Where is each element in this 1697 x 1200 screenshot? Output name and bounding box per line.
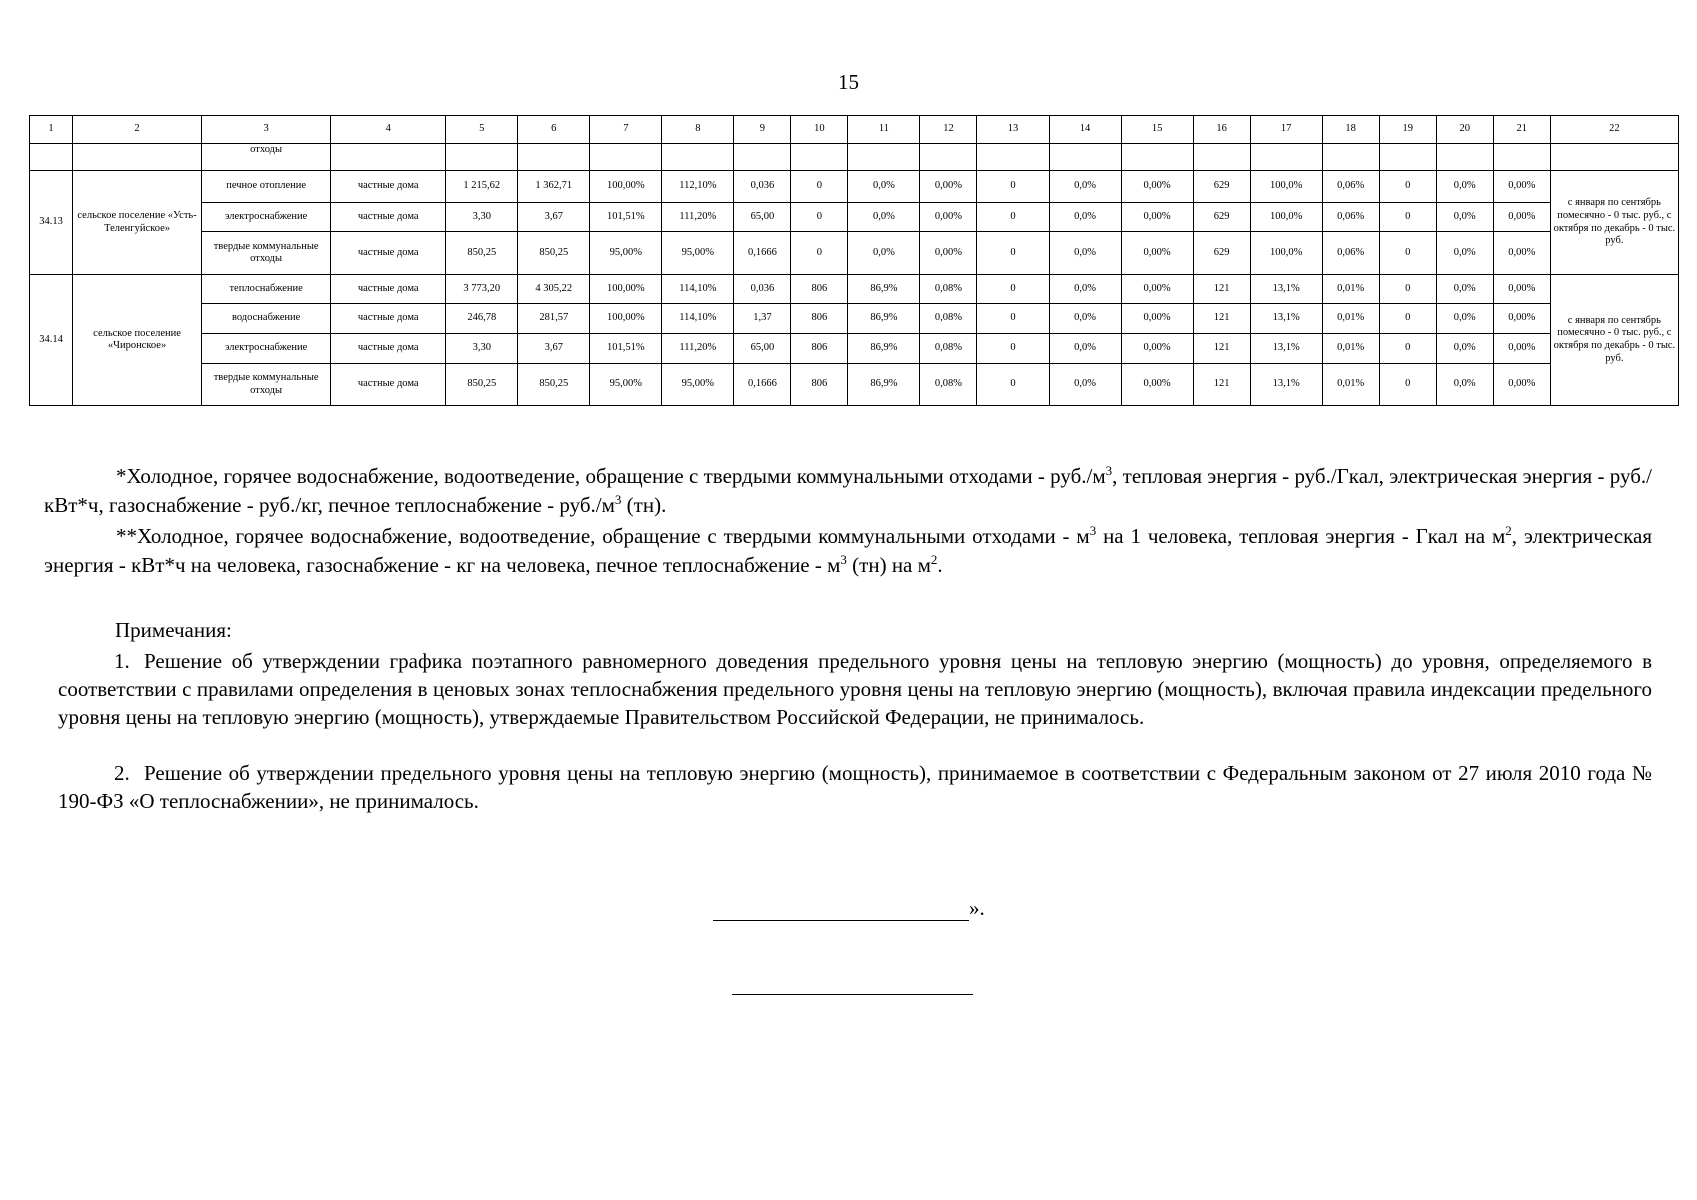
table-cell: 0 [1379,275,1436,304]
note-text: Решение об утверждении предельного уровня цены на тепловую энергию (мощность), принимаемое в соответствии с Федеральным законом от 27 июля 2010 года № 190-ФЗ «О теплоснабжении», не принималось. [58,761,1652,813]
table-cell: 100,0% [1250,232,1322,275]
column-number: 11 [848,116,920,144]
table-cell: 806 [791,364,848,406]
end-divider [732,994,973,995]
note-item [58,647,1652,731]
table-cell: 0,0% [1436,203,1493,232]
column-number: 17 [1250,116,1322,144]
table-cell: 629 [1193,232,1250,275]
table-cell: 0,00% [1493,203,1550,232]
table-cell: 111,20% [662,334,734,364]
table-cell: 0,00% [1493,275,1550,304]
table-cell: 1 362,71 [518,171,590,203]
group-id: 34.13 [30,171,73,275]
table-cell: 100,00% [590,171,662,203]
table-cell: 0 [977,232,1049,275]
table-cell: 0,0% [1049,171,1121,203]
table-cell: 121 [1193,364,1250,406]
table-cell: 0 [977,275,1049,304]
consumer-category: частные дома [331,334,446,364]
column-number: 7 [590,116,662,144]
settlement-name: сельское поселение «Чиронское» [73,275,202,406]
table-cell: 0,0% [848,203,920,232]
table-cell: 0 [977,203,1049,232]
table-cell: 0,0% [1436,232,1493,275]
note-number: 1. [114,649,130,673]
table-cell: 0 [977,304,1049,334]
table-row [30,232,1679,275]
settlement-name: сельское поселение «Усть-Теленгуйское» [73,171,202,275]
continuation-text: отходы [202,144,331,171]
column-number: 20 [1436,116,1493,144]
table-cell: 0,0% [848,171,920,203]
table-cell: 13,1% [1250,334,1322,364]
table-cell: 0,08% [920,275,977,304]
table-cell: 806 [791,304,848,334]
note-item [58,759,1652,815]
table-cell: 1 215,62 [446,171,518,203]
table-cell: 100,00% [590,304,662,334]
table-cell: 0,08% [920,334,977,364]
table-cell: 0,00% [1121,304,1193,334]
table-cell: 806 [791,334,848,364]
closing-mark: ». [713,896,985,921]
table-cell: 65,00 [734,334,791,364]
note-number: 2. [114,761,130,785]
continuation-row [30,144,1679,171]
payment-note: с января по сентябрь помесячно - 0 тыс. руб., с октября по декабрь - 0 тыс. руб. [1550,275,1678,406]
column-number: 3 [202,116,331,144]
table-cell: 121 [1193,304,1250,334]
service-type: электроснабжение [202,334,331,364]
table-cell: 13,1% [1250,364,1322,406]
table-cell: 0,0% [1436,334,1493,364]
table-cell: 629 [1193,171,1250,203]
tariff-table [29,115,1679,406]
consumer-category: частные дома [331,171,446,203]
table-cell: 0,0% [848,232,920,275]
table-cell: 100,0% [1250,203,1322,232]
table-cell: 0,06% [1322,203,1379,232]
table-cell: 0,06% [1322,171,1379,203]
column-number: 16 [1193,116,1250,144]
table-cell: 0,00% [1493,171,1550,203]
table-cell: 0,06% [1322,232,1379,275]
table-cell: 86,9% [848,304,920,334]
table-cell: 0 [1379,203,1436,232]
note-text: Решение об утверждении графика поэтапного равномерного доведения предельного уровня цены на тепловую энергию (мощность) до уровня, определяемого в соответствии с правилами определения в ценовых зонах теплоснабжения предельного уровня цены на тепловую энергию (мощность), включая правила индексации предельного уровня цены на тепловую энергию (мощность), утверждаемые Правительством Российской Федерации, не принималось. [58,649,1652,729]
table-cell: 111,20% [662,203,734,232]
table-cell: 0,036 [734,171,791,203]
table-cell: 0,00% [920,232,977,275]
table-cell: 0,0% [1049,275,1121,304]
service-type: печное отопление [202,171,331,203]
column-number: 19 [1379,116,1436,144]
column-number: 22 [1550,116,1678,144]
table-cell: 0 [1379,364,1436,406]
table-cell: 0 [977,364,1049,406]
table-cell: 0,00% [920,171,977,203]
table-cell: 114,10% [662,304,734,334]
table-cell: 850,25 [518,232,590,275]
table-cell: 0,0% [1436,171,1493,203]
table-cell: 0,0% [1049,203,1121,232]
table-cell: 0 [977,334,1049,364]
table-cell: 86,9% [848,275,920,304]
table-cell: 0 [1379,232,1436,275]
table-cell: 95,00% [590,364,662,406]
column-number: 4 [331,116,446,144]
table-cell: 0,00% [1121,171,1193,203]
table-cell: 0,01% [1322,334,1379,364]
table-cell: 100,00% [590,275,662,304]
table-row [30,171,1679,203]
table-cell: 281,57 [518,304,590,334]
table-cell: 0,0% [1436,304,1493,334]
table-cell: 0,0% [1436,275,1493,304]
table-cell: 95,00% [590,232,662,275]
table-row [30,334,1679,364]
table-cell: 0,01% [1322,304,1379,334]
footnote-norms: **Холодное, горячее водоснабжение, водоотведение, обращение с твердыми коммунальными отходами - $м^3$ на 1 человека, тепловая энергия - Гкал на $м^2$, электрическая энергия - кВт*ч на человека, газоснабжение - кг на человека, печное теплоснабжение - $м^3$ (тн) на $м^2$. [44,523,1652,577]
consumer-category: частные дома [331,364,446,406]
service-type: электроснабжение [202,203,331,232]
table-cell: 112,10% [662,171,734,203]
column-number: 12 [920,116,977,144]
table-cell: 3,67 [518,334,590,364]
table-cell: 0,08% [920,304,977,334]
table-cell: 0,00% [1121,334,1193,364]
service-type: твердые коммунальные отходы [202,232,331,275]
table-cell: 0 [1379,304,1436,334]
table-cell: 121 [1193,334,1250,364]
column-number: 10 [791,116,848,144]
table-cell: 0,01% [1322,364,1379,406]
column-number: 6 [518,116,590,144]
table-cell: 806 [791,275,848,304]
table-cell: 13,1% [1250,304,1322,334]
consumer-category: частные дома [331,304,446,334]
table-cell: 95,00% [662,232,734,275]
table-cell: 0,00% [1493,334,1550,364]
table-cell: 629 [1193,203,1250,232]
table-cell: 246,78 [446,304,518,334]
table-cell: 0 [791,232,848,275]
table-cell: 3 773,20 [446,275,518,304]
column-number-row [30,116,1679,144]
table-cell: 0,00% [1121,275,1193,304]
consumer-category: частные дома [331,232,446,275]
table-cell: 0,1666 [734,232,791,275]
payment-note: с января по сентябрь помесячно - 0 тыс. руб., с октября по декабрь - 0 тыс. руб. [1550,171,1678,275]
table-cell: 101,51% [590,203,662,232]
table-cell: 0 [1379,171,1436,203]
table-row [30,304,1679,334]
table-cell: 86,9% [848,334,920,364]
table-cell: 86,9% [848,364,920,406]
table-cell: 850,25 [518,364,590,406]
table-cell: 0,0% [1049,364,1121,406]
column-number: 15 [1121,116,1193,144]
table-cell: 0,00% [1121,203,1193,232]
service-type: водоснабжение [202,304,331,334]
consumer-category: частные дома [331,203,446,232]
table-cell: 114,10% [662,275,734,304]
table-cell: 0,00% [1493,232,1550,275]
table-cell: 0,036 [734,275,791,304]
table-cell: 0,00% [1121,232,1193,275]
table-cell: 3,67 [518,203,590,232]
table-cell: 0,00% [1493,304,1550,334]
table-cell: 0,00% [920,203,977,232]
table-cell: 850,25 [446,232,518,275]
table-cell: 0,0% [1049,334,1121,364]
table-cell: 0 [1379,334,1436,364]
column-number: 14 [1049,116,1121,144]
table-cell: 4 305,22 [518,275,590,304]
notes-title: Примечания: [115,618,232,642]
table-cell: 0,0% [1049,232,1121,275]
column-number: 2 [73,116,202,144]
table-cell: 13,1% [1250,275,1322,304]
column-number: 5 [446,116,518,144]
table-row [30,275,1679,304]
table-cell: 0,00% [1493,364,1550,406]
closing-underline [713,898,969,921]
table-cell: 65,00 [734,203,791,232]
table-cell: 1,37 [734,304,791,334]
table-cell: 0,00% [1121,364,1193,406]
table-cell: 121 [1193,275,1250,304]
column-number: 18 [1322,116,1379,144]
table-cell: 0,0% [1436,364,1493,406]
column-number: 1 [30,116,73,144]
footnote-units: *Холодное, горячее водоснабжение, водоотведение, обращение с твердыми коммунальными отходами - $руб./м^3$, тепловая энергия - руб./Гкал, электрическая энергия - руб./кВт*ч, газоснабжение - руб./кг, печное теплоснабжение - $руб./м^3$ (тн). [44,463,1652,517]
group-id: 34.14 [30,275,73,406]
table-row [30,203,1679,232]
table-cell: 850,25 [446,364,518,406]
column-number: 8 [662,116,734,144]
table-cell: 0 [977,171,1049,203]
service-type: твердые коммунальные отходы [202,364,331,406]
table-cell: 0 [791,171,848,203]
table-cell: 0 [791,203,848,232]
column-number: 21 [1493,116,1550,144]
table-row [30,364,1679,406]
table-cell: 3,30 [446,334,518,364]
table-cell: 0,0% [1049,304,1121,334]
table-cell: 100,0% [1250,171,1322,203]
table-cell: 95,00% [662,364,734,406]
column-number: 9 [734,116,791,144]
table-cell: 0,1666 [734,364,791,406]
table-cell: 3,30 [446,203,518,232]
page-number: 15 [838,70,859,94]
table-cell: 0,08% [920,364,977,406]
service-type: теплоснабжение [202,275,331,304]
table-cell: 101,51% [590,334,662,364]
column-number: 13 [977,116,1049,144]
consumer-category: частные дома [331,275,446,304]
table-cell: 0,01% [1322,275,1379,304]
